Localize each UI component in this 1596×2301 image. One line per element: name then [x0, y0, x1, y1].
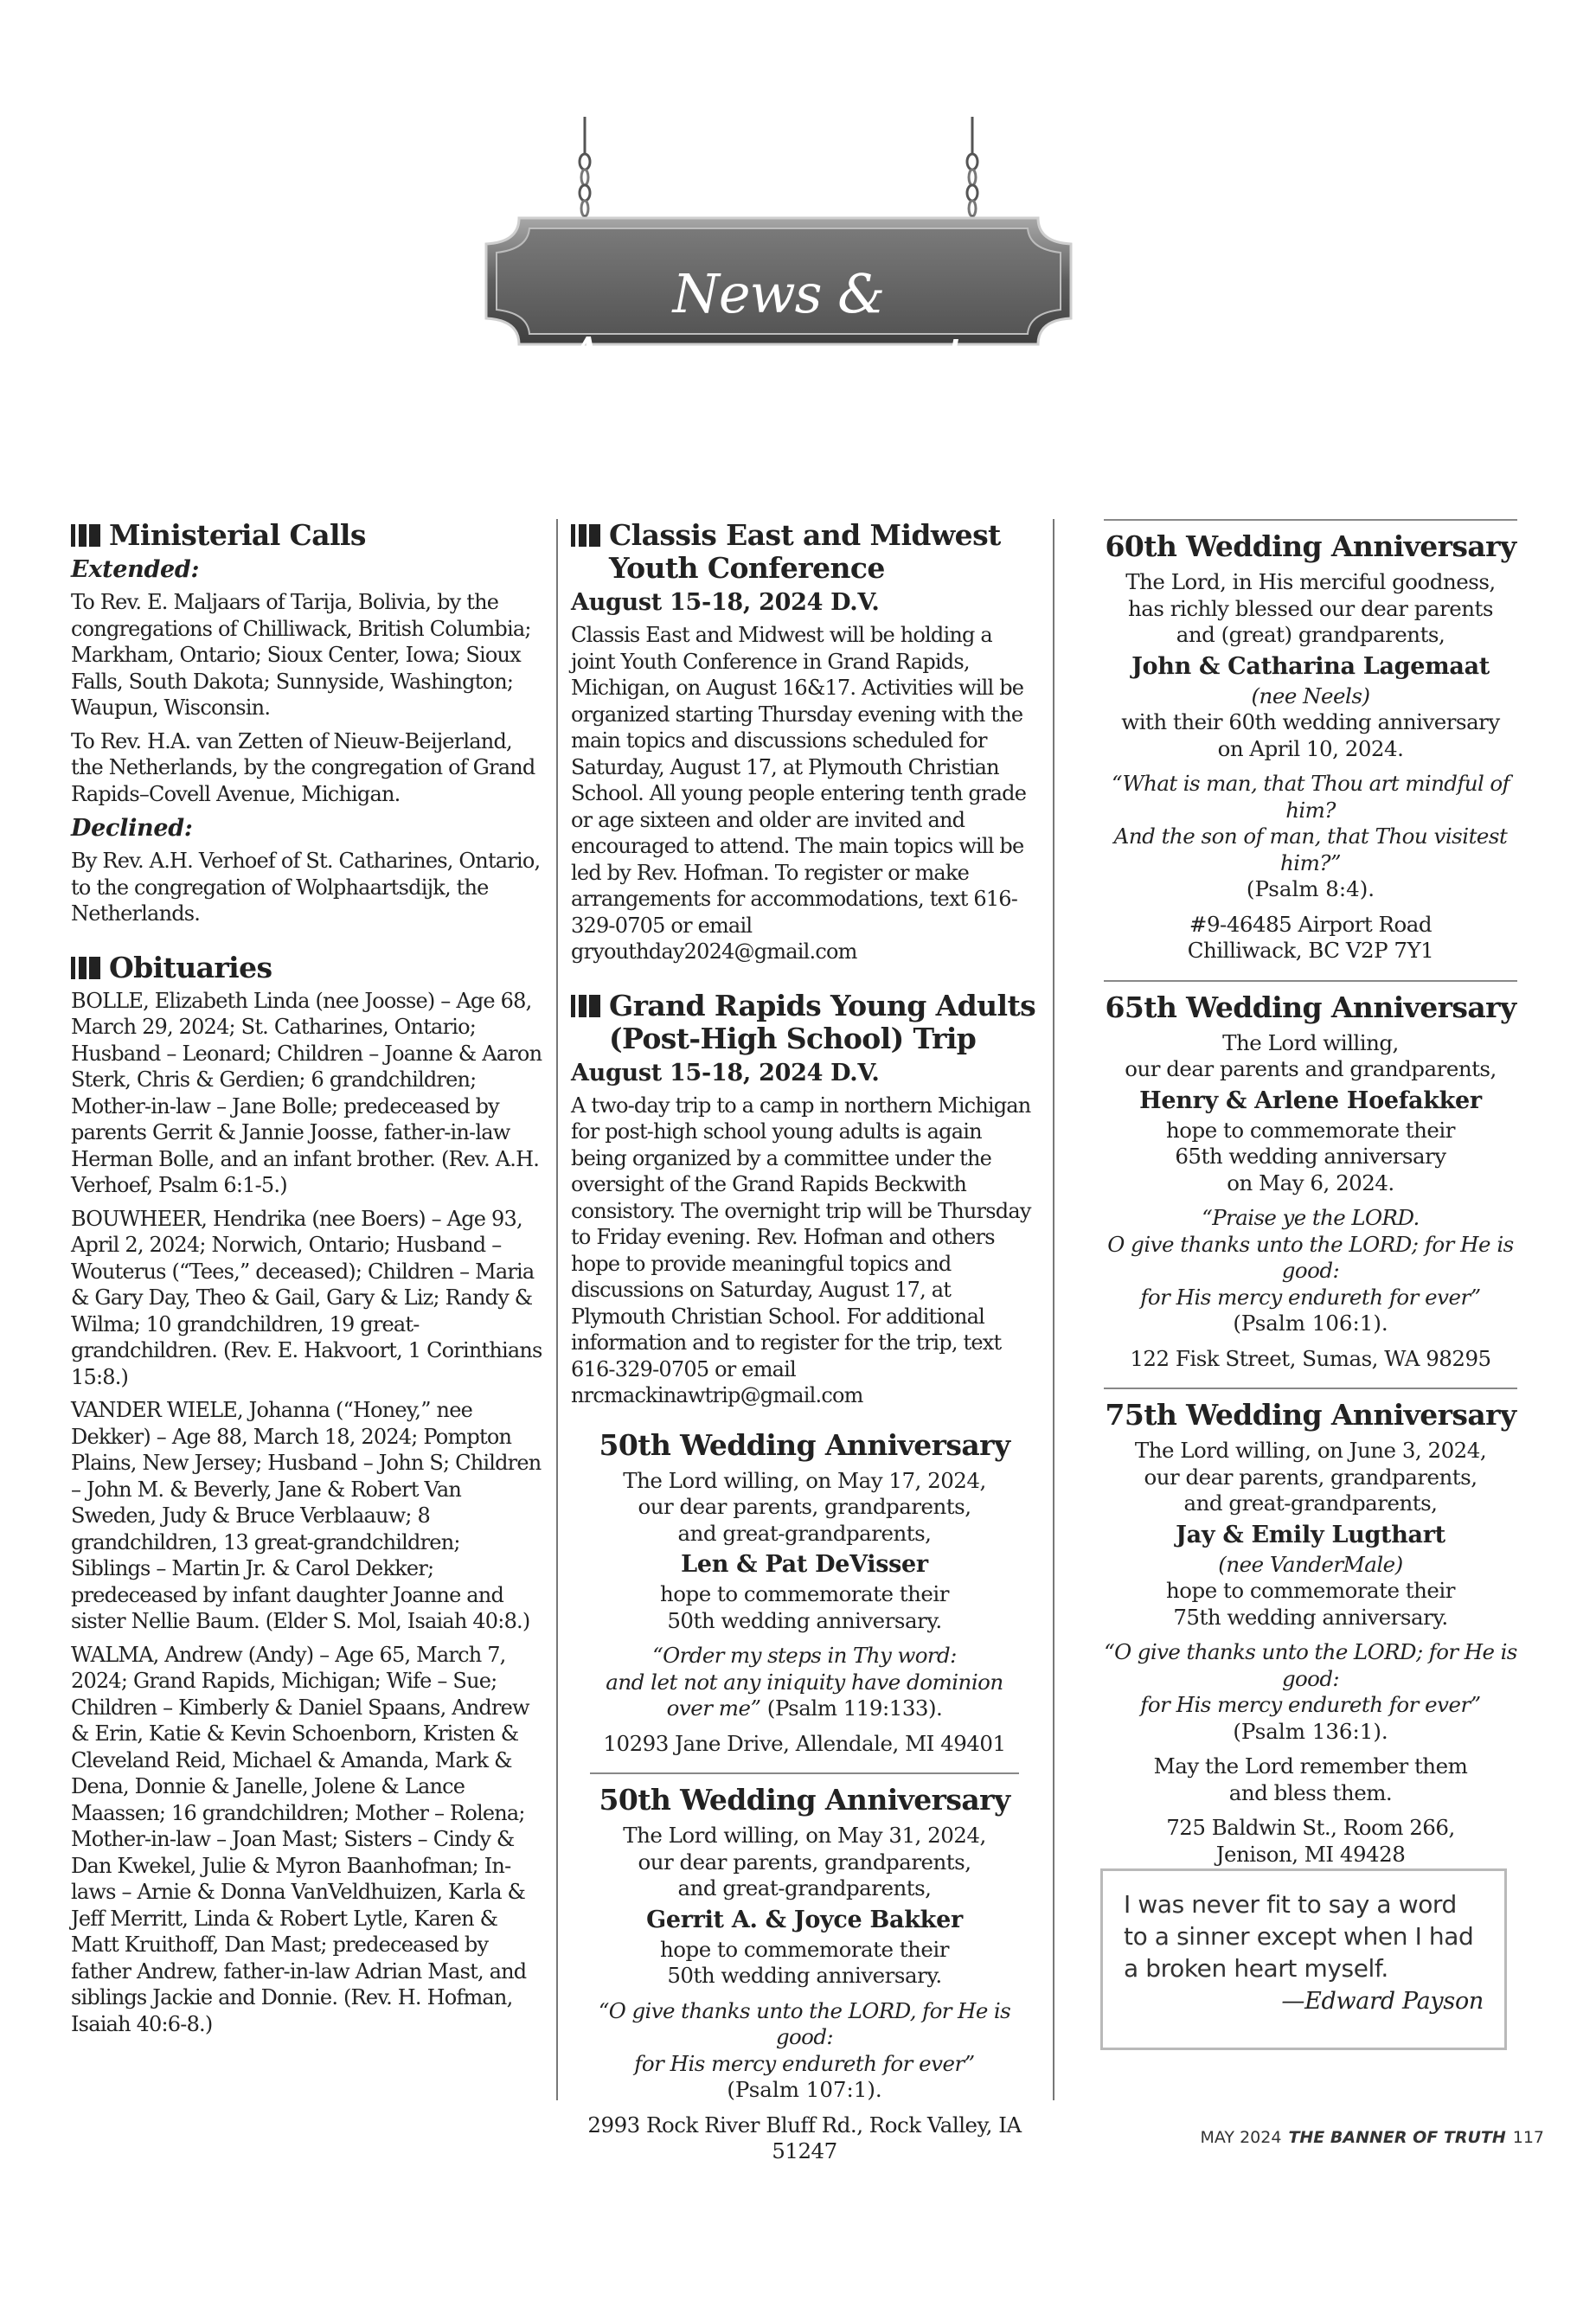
section-heading: Classis East and Midwest Youth Conference [571, 519, 1038, 585]
section-marker-icon [71, 957, 100, 979]
page-title: News & Announcements [565, 262, 992, 388]
anniversary-heading: 60th Wedding Anniversary [1105, 529, 1516, 563]
column-divider [1053, 519, 1054, 2100]
couple-names: Gerrit A. & Joyce Bakker [646, 1906, 963, 1933]
anniversary-heading: 50th Wedding Anniversary [599, 1427, 1010, 1462]
page-footer [1189, 2128, 1544, 2147]
column-right [1086, 519, 1535, 1883]
anniversary-notice: 65th Wedding Anniversary The Lord willing, our dear parents and grandparents, Henry & Arlene Hoefakker hope to commemorate their 65th wedding anniversary on May 6, 2024. “Praise ye the LORD. O give thanks unto the LORD; for He is good: for His mercy endureth for ever” (Psalm 106:1). 122 Fisk Street, Sumas, WA 98295 [1086, 980, 1535, 1373]
declined-label: Declined: [71, 815, 193, 842]
banner-sign [476, 117, 1081, 388]
paragraph: A two-day trip to a camp in northern Michigan for post-high school young adults is again being organized by a committee under the oversight of the Grand Rapids Beckwith consistory. The overnight trip will be Thursday to Friday evening. Rev. Hofman and others hope to provide meaningful topics and discussions on Saturday, August 17, at Plymouth Christian School. For additional information and to register for the trip, text 616-329-0705 or email nrcmackinawtrip@gmail.com [571, 1093, 1031, 1407]
paragraph: Classis East and Midwest will be holding a joint Youth Conference in Grand Rapids, Michigan, on August 16&17. Activities will be organized starting Thursday evening with the main topics and discussions scheduled for Saturday, August 17, at Plymouth Christian School. All young people entering tenth grade or age sixteen and older are invited and encouraged to attend. The main topics will be led by Rev. Hofman. To register or make arrangements for accommodations, text 616-329-0705 or email gryouthday2024@gmail.com [571, 623, 1027, 964]
couple-names: Jay & Emily Lugthart [1176, 1521, 1445, 1548]
anniversary-notice: 50th Wedding Anniversary The Lord willing, on May 17, 2024, our dear parents, grandparents, and great-grandparents, Len & Pat DeVisser hope to commemorate their 50th wedding anniversary. “Order my steps in Thy word: and let not any iniquity have dominion over me” (Psalm 119:133). 10293 Jane Drive, Allendale, MI 49401 [571, 1428, 1038, 1758]
anniversary-notice: 75th Wedding Anniversary The Lord willing, on June 3, 2024, our dear parents, grandparents, and great-grandparents, Jay & Emily Lugthart (nee VanderMale) hope to commemorate their 75th wedding anniversary. “O give thanks unto the LORD; for He is good: for His mercy endureth for ever” (Psalm 136:1). May the Lord remember them and bless them. 725 Baldwin St., Room 266, Jenison, MI 49428 [1086, 1388, 1535, 1868]
address: 2993 Rock River Bluff Rd., Rock Valley, IA 51247 [587, 2112, 1022, 2163]
event-date: August 15-18, 2024 D.V. [571, 1059, 880, 1086]
couple-names: John & Catharina Lagemaat [1131, 652, 1490, 680]
divider [590, 1772, 1020, 1774]
column-divider [556, 519, 558, 2100]
address: Jenison, MI 49428 [1215, 1841, 1406, 1867]
address: 10293 Jane Drive, Allendale, MI 49401 [603, 1730, 1006, 1756]
section-heading: Obituaries [71, 952, 542, 984]
chain-left-icon [575, 117, 594, 225]
obituary-entry: WALMA, Andrew (Andy) – Age 65, March 7, 2024; Grand Rapids, Michigan; Wife – Sue; Children – Kimberly & Daniel Spaans, Andrew & Erin, Katie & Kevin Schoenborn, Kristen & Cleveland Reid, Michael & Amanda, Mark & Dena, Donnie & Janelle, Jolene & Lance Maassen; 16 grandchildren; Mother – Rolena; Mother-in-law – Joan Mast; Sisters – Cindy & Dan Kwekel, Julie & Myron Baanhofman; In-laws – Arnie & Donna VanVeldhuizen, Karla & Jeff Merritt, Linda & Robert Lytle, Karen & Matt Kruithoff, Dan Mast; predeceased by father Andrew, father-in-law Adrian Mast, and siblings Jackie and Donnie. (Rev. H. Hofman, Isaiah 40:6-8.) [71, 1642, 529, 2036]
divider [1104, 1388, 1517, 1389]
chain-right-icon [963, 117, 982, 225]
anniversary-notice: 60th Wedding Anniversary The Lord, in His merciful goodness, has richly blessed our dear parents and (great) grandparents, John & Catharina Lagemaat (nee Neels) with their 60th wedding anniversary on April 10, 2024. “What is man, that Thou art mindful of him? And the son of man, that Thou visitest him?” (Psalm 8:4). #9-46485 Airport Road Chilliwack, BC V2P 7Y1 [1086, 519, 1535, 965]
divider [1104, 519, 1517, 521]
divider [1104, 980, 1517, 982]
page-number: 117 [1512, 2128, 1544, 2147]
section-heading: Grand Rapids Young Adults (Post-High School) Trip [571, 990, 1038, 1055]
obituary-entry: BOLLE, Elizabeth Linda (nee Joosse) – Age 68, March 29, 2024; St. Catharines, Ontario; Husband – Leonard; Children – Joanne & Aaron Sterk, Chris & Gerdien; 6 grandchildren; Mother-in-law – Jane Bolle; predeceased by parents Gerrit & Jannie Joosse, father-in-law Herman Bolle, and an infant brother. (Rev. A.H. Verhoef, Psalm 6:1-5.) [71, 988, 542, 1197]
anniversary-heading: 50th Wedding Anniversary [599, 1783, 1010, 1817]
couple-names: Henry & Arlene Hoefakker [1139, 1086, 1482, 1114]
paragraph: To Rev. E. Maljaars of Tarija, Bolivia, by the congregations of Chilliwack, British Columbia; Markham, Ontario; Sioux Center, Iowa; Sioux Falls, South Dakota; Sunnyside, Washington; Waupun, Wisconsin. [71, 590, 531, 720]
anniversary-heading: 65th Wedding Anniversary [1105, 990, 1516, 1024]
section-marker-icon [571, 995, 600, 1017]
address: #9-46485 Airport Road [1189, 911, 1433, 937]
column-left [71, 519, 542, 2044]
column-middle [571, 519, 1038, 2181]
paragraph: By Rev. A.H. Verhoef of St. Catharines, Ontario, to the congregation of Wolphaartsdijk, the Netherlands. [71, 849, 541, 926]
publication-name: THE BANNER OF TRUTH [1288, 2128, 1506, 2147]
obituary-entry: VANDER WIELE, Johanna (“Honey,” nee Dekker) – Age 88, March 18, 2024; Pompton Plains, New Jersey; Husband – John S; Children – John M. & Beverly, Jane & Robert Van Sweden, Judy & Bruce Verblaauw; 8 grandchildren, 13 great-grandchildren; Siblings – Martin Jr. & Carol Dekker; predeceased by infant daughter Joanne and sister Nellie Baum. (Elder S. Mol, Isaiah 40:8.) [71, 1398, 542, 1633]
anniversary-notice: 50th Wedding Anniversary The Lord willing, on May 31, 2024, our dear parents, grandparents, and great-grandparents, Gerrit A. & Joyce Bakker hope to commemorate their 50th wedding anniversary. “O give thanks unto the LORD, for He is good: for His mercy endureth for ever” (Psalm 107:1). 2993 Rock River Bluff Rd., Rock Valley, IA 51247 [571, 1772, 1038, 2165]
paragraph: To Rev. H.A. van Zetten of Nieuw-Beijerland, the Netherlands, by the congregation of Grand Rapids–Covell Avenue, Michigan. [71, 728, 535, 806]
address: 122 Fisk Street, Sumas, WA 98295 [1130, 1345, 1491, 1371]
issue-date: MAY 2024 [1200, 2128, 1282, 2147]
obituary-entry: BOUWHEER, Hendrika (nee Boers) – Age 93, April 2, 2024; Norwich, Ontario; Husband – Wouterus (“Tees,” deceased); Children – Maria & Gary Day, Theo & Gail, Gary & Liz; Randy & Wilma; 10 grandchildren, 19 great-grandchildren. (Rev. E. Hakvoort, 1 Corinthians 15:8.) [71, 1206, 542, 1389]
section-marker-icon [571, 524, 600, 547]
quote-box: I was never fit to say a word to a sinner except when I had a broken heart myself. —Edward Payson [1100, 1868, 1507, 2050]
section-marker-icon [71, 524, 100, 547]
address: Chilliwack, BC V2P 7Y1 [1187, 938, 1434, 963]
quote-author: —Edward Payson [1281, 1988, 1484, 2015]
address: 725 Baldwin St., Room 266, [1166, 1815, 1455, 1840]
section-heading: Ministerial Calls [71, 519, 542, 552]
couple-names: Len & Pat DeVisser [681, 1551, 928, 1578]
anniversary-heading: 75th Wedding Anniversary [1105, 1398, 1516, 1432]
extended-label: Extended: [71, 556, 200, 583]
event-date: August 15-18, 2024 D.V. [571, 589, 880, 616]
